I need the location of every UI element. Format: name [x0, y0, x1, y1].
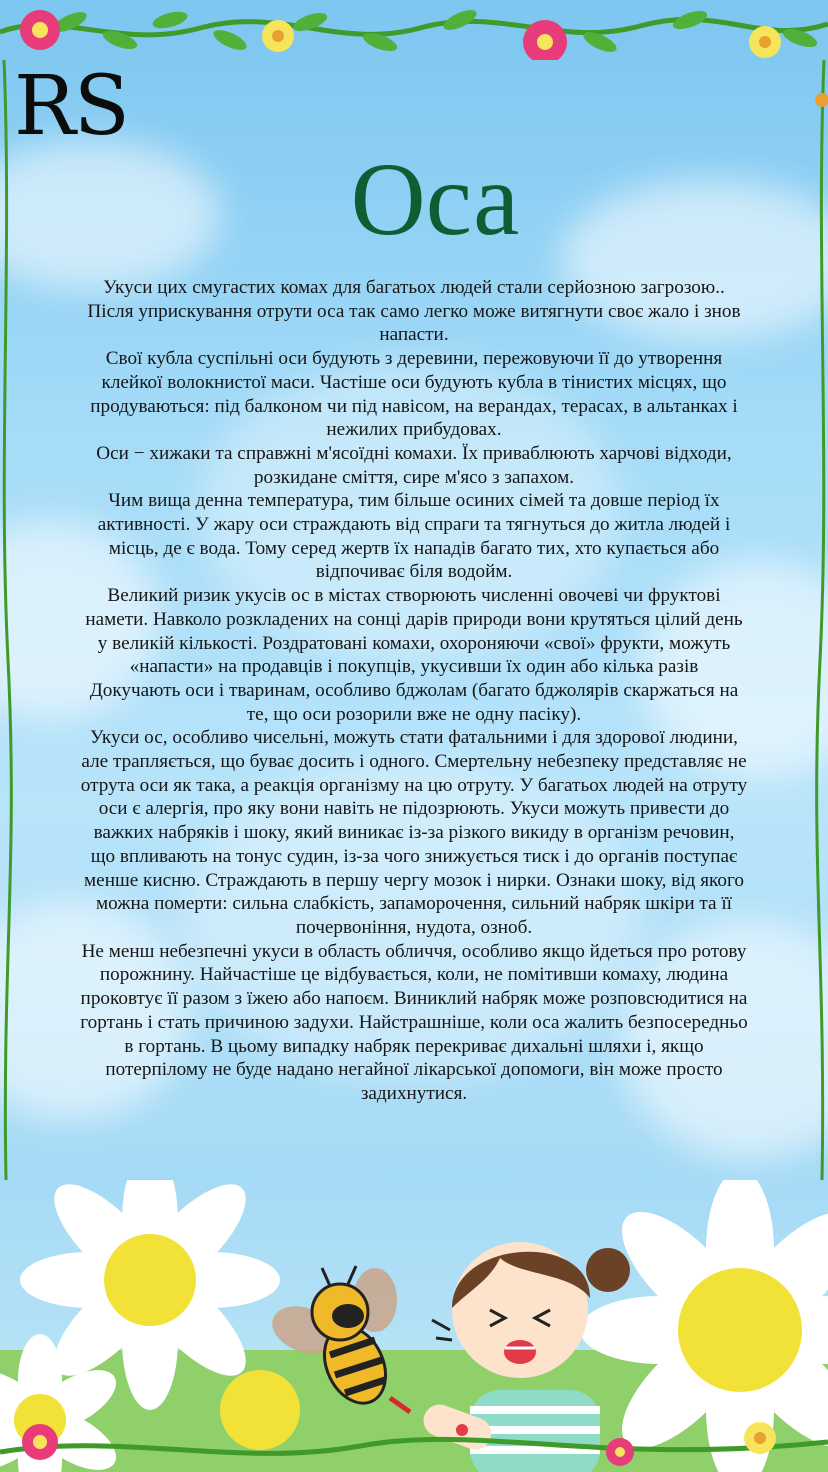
paragraph: Чим вища денна температура, тим більше осиних сімей та довше період їх активності. У жару оси страждають від спраги та тягнуться до житла людей і місць, де є вода. Тому серед жертв їх нападів багато тих, хто купається або відпочиває біля водойм.: [97, 490, 731, 583]
pink-flower-icon: [606, 1438, 634, 1466]
paragraph: Докучають оси і тваринам, особливо бджолам (багато бджолярів скаржаться на те, що оси розорили вже не одну пасіку).: [89, 679, 739, 725]
flower-garland-top: [0, 0, 828, 60]
yellow-flower-icon: [749, 26, 781, 58]
article-body: [80, 276, 748, 1106]
paragraph: Укуси ос, особливо чисельні, можуть стати фатальними і для здорової людини, але трапляється, що буває досить і одного. Смертельну небезпеку представляє не отрута оси як така, а реакція організму на цю отруту. У багатьох людей на отруту оси є алергія, про яку вони навіть не підозрюють. Укуси можуть привести до важких набряків і шоку, який виникає із-за різкого викиду в організм речовин, що впливають на тонус судин, із-за чого знижується тиск і до органів поступає менше кисню. Страждають в першу чергу мозок і нирки. Ознаки шоку, від якого можна померти: сильна слабкість, запаморочення, сильний набряк шкіри та її почервоніння, нудота, озноб.: [80, 727, 748, 938]
paragraph: Великий ризик укусів ос в містах створюють численні овочеві чи фруктові намети. Навколо розкладених на сонці дарів природи вони крутяться цілий день у великій кількості. Роздратовані комахи, охороняючи «свої» фрукти, можуть «напасти» на продавців і покупців, укусивши їх один або кілька разів: [85, 585, 743, 678]
bottom-illustration: [0, 1180, 828, 1472]
yellow-flower-icon: [744, 1422, 776, 1454]
paragraph: Оси − хижаки та справжні м'ясоїдні комахи. Їх приваблюють харчові відходи, розкидане сміття, сире м'ясо з запахом.: [96, 442, 732, 488]
brand-logo: RS: [14, 59, 128, 154]
paragraph: Укуси цих смугастих комах для багатьох людей стали серйозною загрозою..: [103, 277, 725, 298]
pink-flower-icon: [20, 10, 60, 50]
page-title: Оса: [350, 142, 520, 257]
pink-flower-icon: [22, 1424, 58, 1460]
yellow-flower-icon: [262, 20, 294, 52]
paragraph: Не менш небезпечні укуси в область обличчя, особливо якщо йдеться про ротову порожнину. Найчастіше це відбувається, коли, не помітивши комаху, людина проковтує її разом з їжею або напоєм. Виниклий набряк може розповсюдитися на гортань і стать причиною задухи. Найстрашніше, коли оса жалить безпосередньо в гортань. В цьому випадку набряк перекриває дихальні шляхи і, якщо потерпілому не буде надано негайної лікарської допомоги, він може просто задихнутися.: [80, 940, 748, 1104]
paragraph: Свої кубла суспільні оси будують з деревини, пережовуючи її до утворення клейкої волокнистої маси. Частіше оси будують кубла в тінистих місцях, що продуваються: під балконом чи під навісом, на верандах, терасах, в альтанках і нежилих прибудовах.: [90, 348, 738, 441]
paragraph: Після уприскування отрути оса так само легко може витягнути своє жало і знов напасти.: [87, 300, 741, 346]
